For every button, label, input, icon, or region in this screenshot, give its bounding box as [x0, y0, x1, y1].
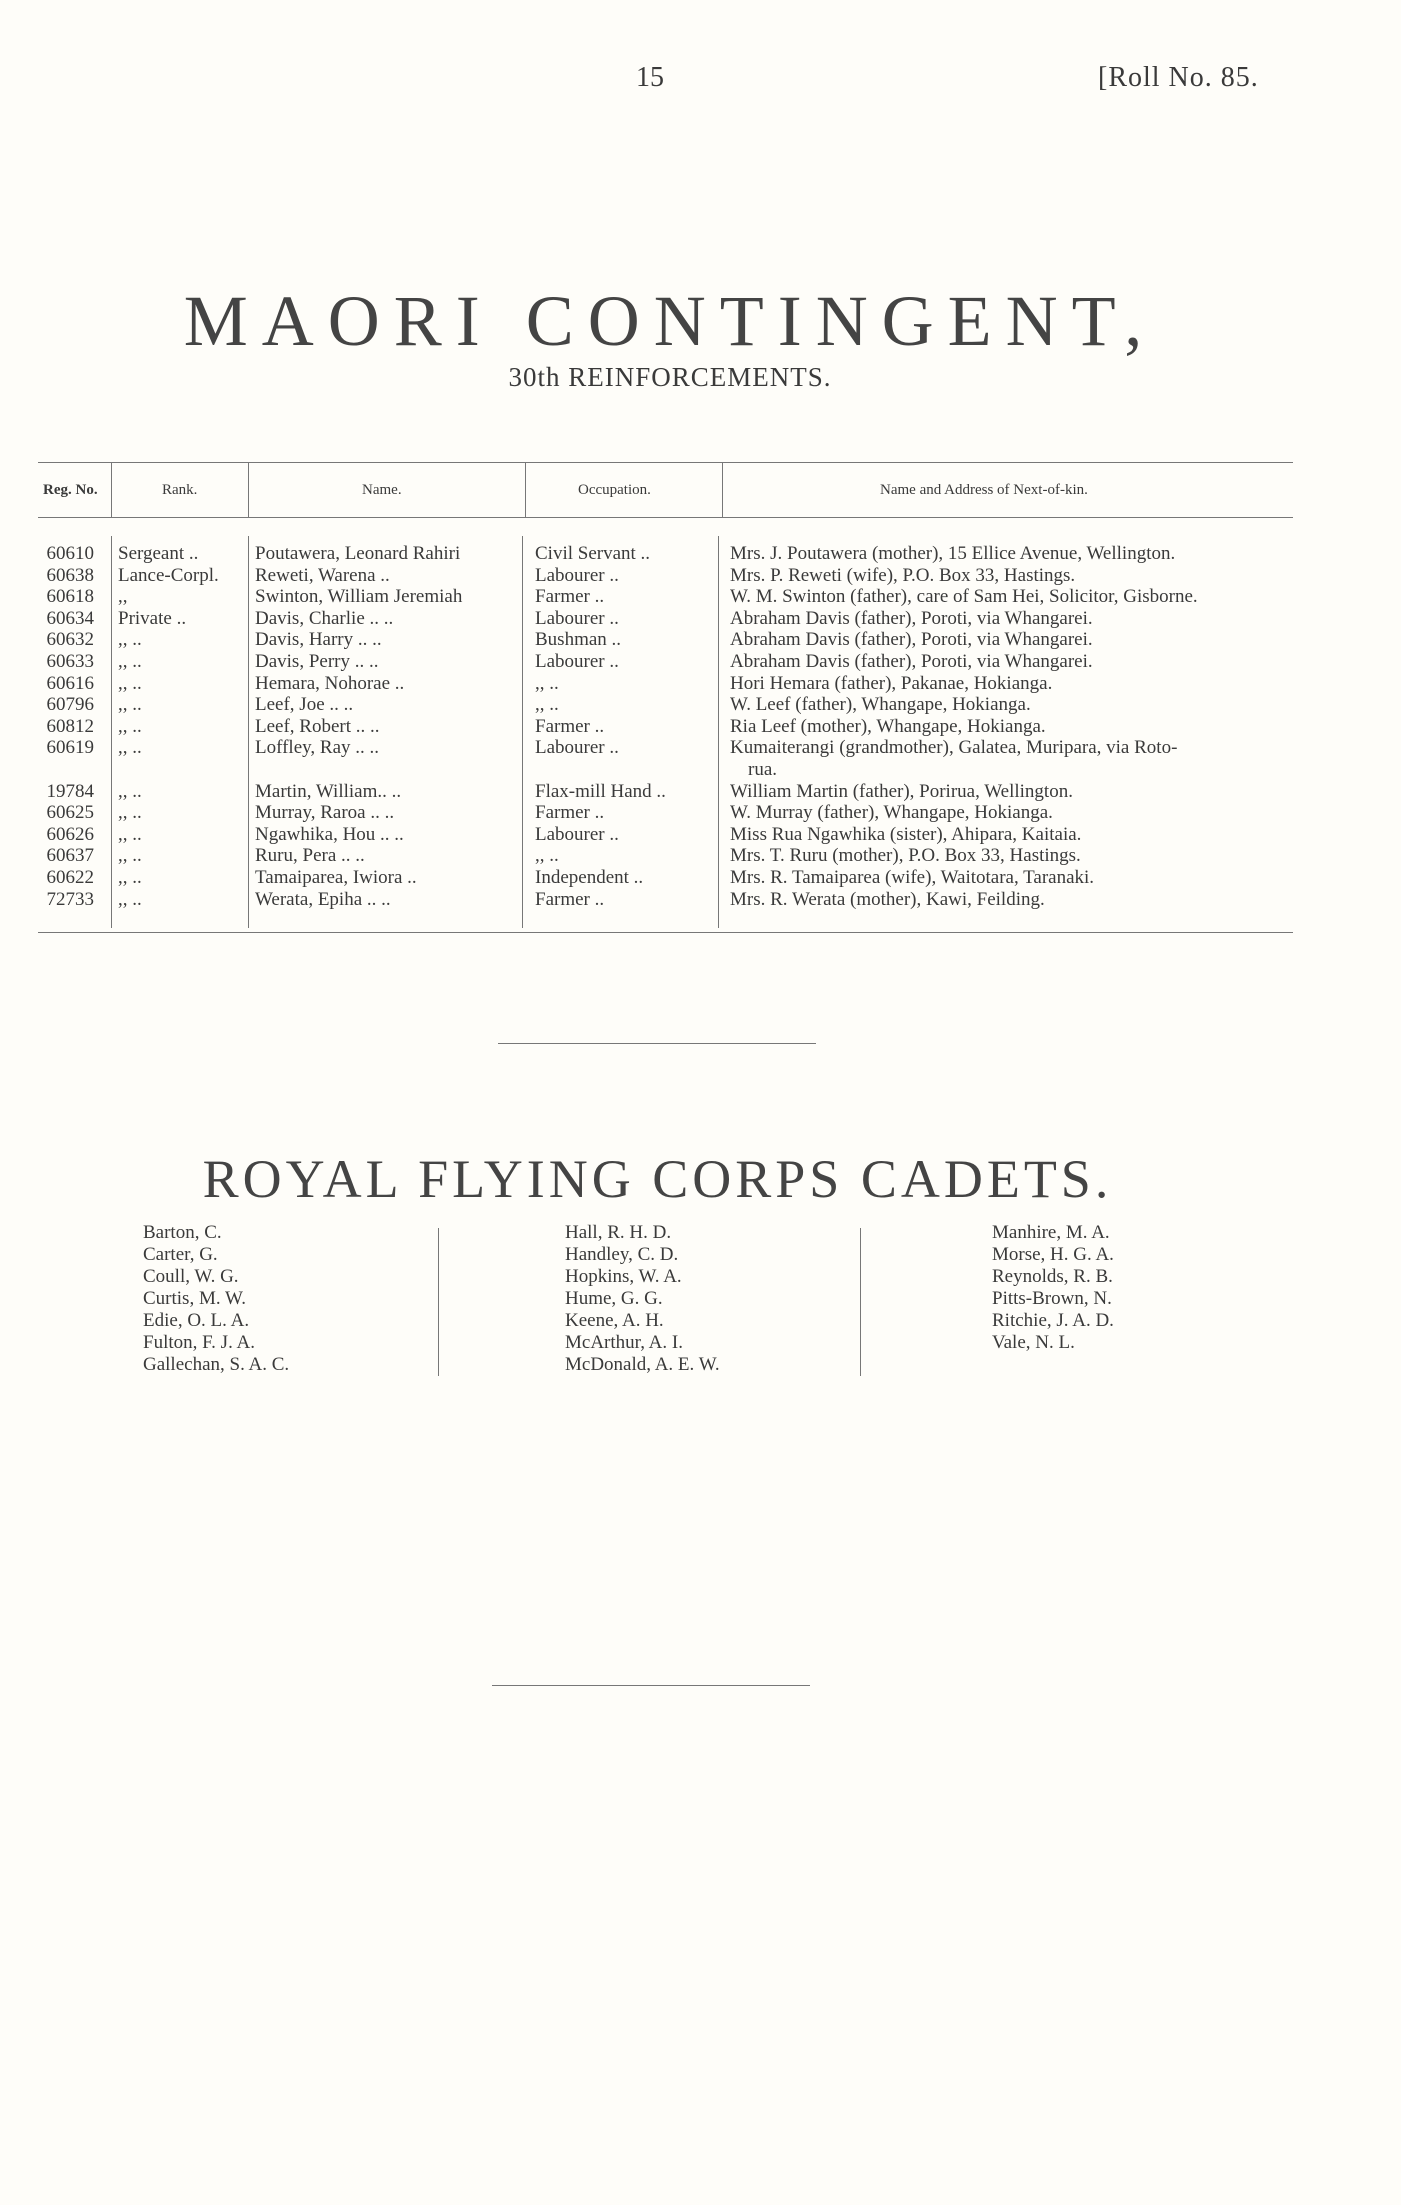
cadet-name: Ritchie, J. A. D.	[992, 1310, 1114, 1331]
header-next-of-kin: Name and Address of Next-of-kin.	[880, 482, 1088, 498]
next-of-kin-cell: W. Leef (father), Whangape, Hokianga.	[730, 694, 1031, 716]
next-of-kin-cell: Hori Hemara (father), Pakanae, Hokianga.	[730, 672, 1053, 694]
cadet-name: Hall, R. H. D.	[565, 1222, 672, 1243]
next-of-kin-cell: Miss Rua Ngawhika (sister), Ahipara, Kaitaia.	[730, 823, 1082, 845]
name-cell: Ngawhika, Hou .. ..	[255, 823, 404, 845]
reg-no-cell: 19784	[46, 780, 94, 802]
reg-no-cell: 60637	[46, 845, 94, 867]
occupation-cell: Labourer ..	[535, 564, 619, 586]
section-separator	[498, 1043, 816, 1044]
cadet-name: Curtis, M. W.	[143, 1288, 246, 1309]
name-cell: Loffley, Ray .. ..	[255, 737, 380, 759]
reg-no-cell: 60638	[46, 564, 94, 586]
name-cell: Reweti, Warena ..	[255, 564, 390, 586]
rank-cell: ,, ..	[118, 694, 142, 716]
cadet-name: Hopkins, W. A.	[565, 1266, 682, 1287]
name-cell: Leef, Joe .. ..	[255, 694, 354, 716]
rank-cell: ,, ..	[118, 651, 142, 672]
reg-no-cell: 60634	[46, 607, 94, 629]
occupation-cell: Labourer ..	[535, 651, 619, 672]
table-row	[0, 543, 1401, 565]
reg-no-cell: 60625	[46, 802, 94, 824]
rank-cell: ,, ..	[118, 672, 142, 694]
reg-no-cell: 60812	[46, 715, 94, 737]
next-of-kin-cell: W. Murray (father), Whangape, Hokianga.	[730, 802, 1053, 824]
royal-flying-corps-title: ROYAL FLYING CORPS CADETS.	[202, 1149, 1113, 1209]
header-occupation: Occupation.	[578, 482, 651, 498]
cadet-name: Vale, N. L.	[992, 1332, 1075, 1353]
next-of-kin-cell: Mrs. T. Ruru (mother), P.O. Box 33, Hastings.	[730, 845, 1081, 867]
name-cell: Poutawera, Leonard Rahiri	[255, 543, 461, 564]
next-of-kin-cell: rua.	[748, 759, 778, 780]
rank-cell: ,,	[118, 586, 128, 608]
table-row	[0, 608, 1401, 630]
next-of-kin-cell: W. M. Swinton (father), care of Sam Hei, Solicitor, Gisborne.	[730, 586, 1198, 608]
next-of-kin-cell: Kumaiterangi (grandmother), Galatea, Muripara, via Roto-	[730, 737, 1178, 759]
rank-cell: Sergeant ..	[118, 543, 199, 564]
cadet-name: Reynolds, R. B.	[992, 1266, 1113, 1287]
next-of-kin-cell: William Martin (father), Porirua, Wellington.	[730, 780, 1073, 802]
occupation-cell: ,, ..	[535, 694, 559, 716]
name-cell: Hemara, Nohorae ..	[255, 672, 405, 694]
reg-no-cell: 60626	[46, 823, 94, 845]
maori-contingent-title: MAORI CONTINGENT,	[183, 281, 1157, 361]
header-divider	[525, 462, 526, 518]
header-divider	[248, 462, 249, 518]
cadet-name: Handley, C. D.	[565, 1244, 679, 1265]
table-row	[0, 629, 1401, 651]
next-of-kin-cell: Ria Leef (mother), Whangape, Hokianga.	[730, 715, 1046, 737]
table-row	[0, 586, 1401, 608]
table-row	[0, 565, 1401, 587]
rank-cell: ,, ..	[118, 715, 142, 737]
occupation-cell: Labourer ..	[535, 737, 619, 759]
reg-no-cell: 60610	[46, 543, 94, 564]
name-cell: Swinton, William Jeremiah	[255, 586, 463, 608]
occupation-cell: ,, ..	[535, 672, 559, 694]
rank-cell: ,, ..	[118, 823, 142, 845]
table-row-continuation	[0, 759, 1401, 781]
rank-cell: ,, ..	[118, 845, 142, 867]
table-header-rule	[38, 517, 1293, 518]
cadet-name: Coull, W. G.	[143, 1266, 239, 1287]
cadet-column	[992, 1222, 1114, 1354]
table-row	[0, 867, 1401, 889]
reg-no-cell: 60622	[46, 867, 94, 888]
reg-no-cell: 60619	[46, 737, 94, 759]
table-row	[0, 845, 1401, 867]
reg-no-cell: 60633	[46, 651, 94, 672]
reg-no-cell: 72733	[46, 888, 94, 910]
occupation-cell: Flax-mill Hand ..	[535, 780, 666, 802]
cadet-name: Barton, C.	[143, 1222, 222, 1243]
cadet-column	[565, 1222, 720, 1376]
rank-cell: ,, ..	[118, 802, 142, 824]
table-top-rule	[38, 462, 1293, 463]
cadet-name: Carter, G.	[143, 1244, 218, 1265]
header-name: Name.	[362, 482, 402, 498]
reg-no-cell: 60796	[46, 694, 94, 716]
rank-cell: ,, ..	[118, 867, 142, 888]
end-separator	[492, 1685, 810, 1686]
header-divider	[111, 462, 112, 518]
cadet-name: Hume, G. G.	[565, 1288, 663, 1309]
name-cell: Werata, Epiha .. ..	[255, 888, 391, 910]
next-of-kin-cell: Mrs. P. Reweti (wife), P.O. Box 33, Hastings.	[730, 564, 1076, 586]
rank-cell: ,, ..	[118, 888, 142, 910]
occupation-cell: Farmer ..	[535, 586, 605, 608]
name-cell: Davis, Charlie .. ..	[255, 607, 394, 629]
header-reg-no: Reg. No.	[43, 482, 98, 498]
cadet-name: Gallechan, S. A. C.	[143, 1354, 290, 1375]
occupation-cell: Civil Servant ..	[535, 543, 651, 564]
occupation-cell: Labourer ..	[535, 823, 619, 845]
rank-cell: ,, ..	[118, 629, 142, 651]
table-row	[0, 781, 1401, 803]
cadet-name: McArthur, A. I.	[565, 1332, 683, 1353]
reg-no-cell: 60618	[46, 586, 94, 608]
header-divider	[722, 462, 723, 518]
next-of-kin-cell: Mrs. R. Werata (mother), Kawi, Feilding.	[730, 888, 1045, 910]
cadet-column-divider	[860, 1228, 861, 1376]
cadet-name: Keene, A. H.	[565, 1310, 664, 1331]
name-cell: Davis, Perry .. ..	[255, 651, 379, 672]
table-row	[0, 737, 1401, 759]
name-cell: Davis, Harry .. ..	[255, 629, 382, 651]
cadet-name: Fulton, F. J. A.	[143, 1332, 255, 1353]
occupation-cell: ,, ..	[535, 845, 559, 867]
table-row	[0, 673, 1401, 695]
table-row	[0, 824, 1401, 846]
next-of-kin-cell: Abraham Davis (father), Poroti, via Whangarei.	[730, 607, 1093, 629]
name-cell: Martin, William.. ..	[255, 780, 402, 802]
next-of-kin-cell: Abraham Davis (father), Poroti, via Whangarei.	[730, 651, 1093, 672]
occupation-cell: Bushman ..	[535, 629, 622, 651]
cadet-column-divider	[438, 1228, 439, 1376]
rank-cell: ,, ..	[118, 737, 142, 759]
cadet-name: McDonald, A. E. W.	[565, 1354, 720, 1375]
occupation-cell: Labourer ..	[535, 607, 619, 629]
cadet-name: Pitts-Brown, N.	[992, 1288, 1112, 1309]
table-row	[0, 889, 1401, 911]
cadet-name: Edie, O. L. A.	[143, 1310, 250, 1331]
table-row	[0, 802, 1401, 824]
table-row	[0, 694, 1401, 716]
table-row	[0, 716, 1401, 738]
occupation-cell: Farmer ..	[535, 888, 605, 910]
rank-cell: Private ..	[118, 607, 187, 629]
occupation-cell: Independent ..	[535, 867, 644, 888]
occupation-cell: Farmer ..	[535, 715, 605, 737]
name-cell: Tamaiparea, Iwiora ..	[255, 867, 417, 888]
reinforcements-subtitle: 30th REINFORCEMENTS.	[508, 362, 832, 392]
name-cell: Murray, Raroa .. ..	[255, 802, 395, 824]
cadet-name: Manhire, M. A.	[992, 1222, 1110, 1243]
table-bottom-rule	[38, 932, 1293, 933]
name-cell: Leef, Robert .. ..	[255, 715, 380, 737]
header-rank: Rank.	[162, 482, 198, 498]
next-of-kin-cell: Mrs. R. Tamaiparea (wife), Waitotara, Taranaki.	[730, 867, 1095, 888]
rank-cell: Lance-Corpl.	[118, 564, 219, 586]
roll-number: [Roll No. 85.	[1098, 62, 1259, 93]
page-number: 15	[636, 62, 664, 93]
cadet-column	[143, 1222, 289, 1376]
rank-cell: ,, ..	[118, 780, 142, 802]
next-of-kin-cell: Abraham Davis (father), Poroti, via Whangarei.	[730, 629, 1093, 651]
occupation-cell: Farmer ..	[535, 802, 605, 824]
reg-no-cell: 60616	[46, 672, 94, 694]
next-of-kin-cell: Mrs. J. Poutawera (mother), 15 Ellice Avenue, Wellington.	[730, 543, 1176, 564]
cadet-name: Morse, H. G. A.	[992, 1244, 1114, 1265]
table-row	[0, 651, 1401, 673]
name-cell: Ruru, Pera .. ..	[255, 845, 365, 867]
reg-no-cell: 60632	[46, 629, 94, 651]
